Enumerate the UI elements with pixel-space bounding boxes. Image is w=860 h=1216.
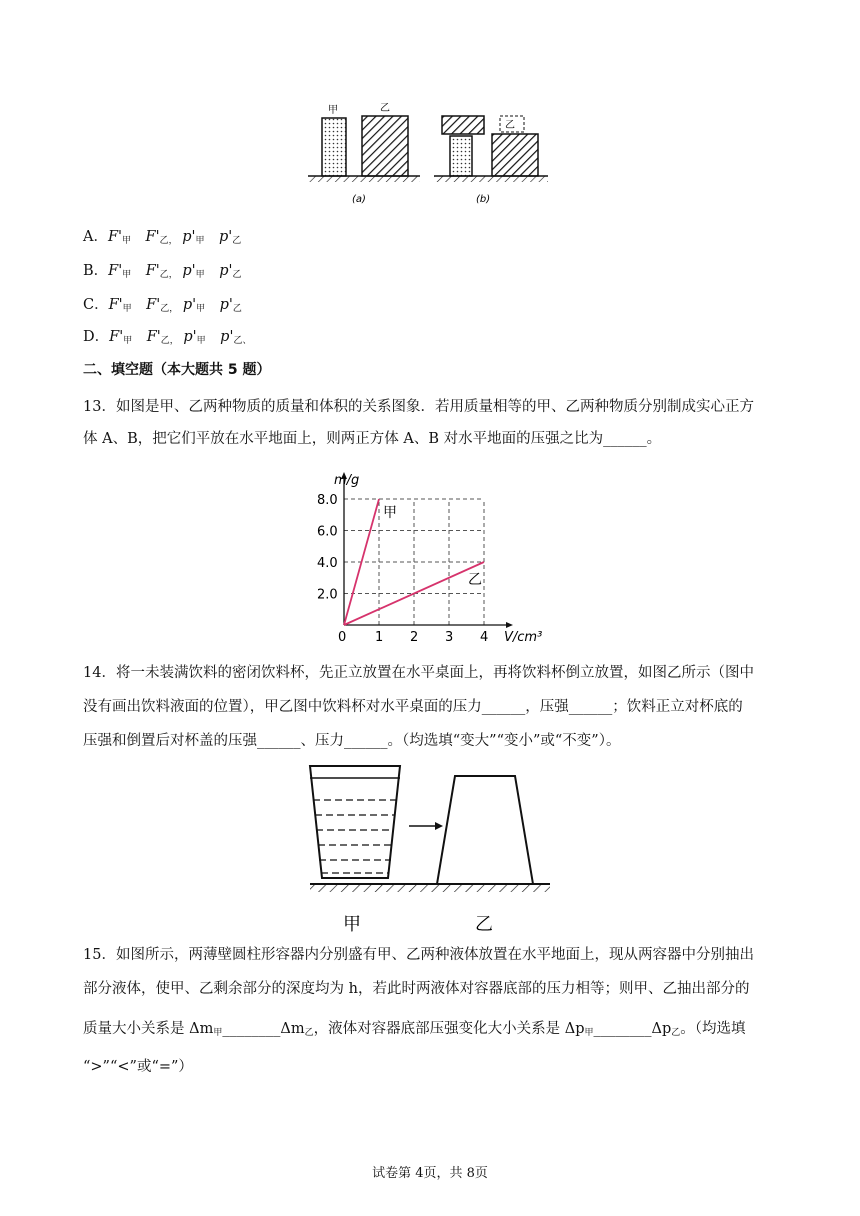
q15-line-4: “>”“<”或“=”）: [83, 1059, 193, 1075]
cut-piece-jia: [442, 116, 484, 134]
block-jia-b: [450, 136, 472, 176]
q13-line-2: 体 A、B，把它们平放在水平地面上，则两正方体 A、B 对水平地面的压强之比为______。: [83, 431, 662, 447]
q15-line-1: 15．如图所示，两薄壁圆柱形容器内分别盛有甲、乙两种液体放置在水平地面上，现从两容器中分别抽出: [83, 947, 754, 963]
x-tick-label: 2: [410, 630, 419, 645]
cup-inverted: [437, 776, 533, 884]
fig-label-jia: 甲: [343, 914, 361, 935]
label-yi-b: 乙: [505, 120, 515, 131]
cup-upright: [310, 766, 400, 878]
option-b: B．$F'_甲$ $F'_{乙,}$ $p'_甲$ $p'_乙$: [83, 263, 242, 280]
y-tick-label: 6.0: [317, 524, 338, 540]
page-footer: 试卷第 4页，共 8页: [372, 1166, 488, 1181]
x-axis-arrow: [506, 622, 513, 628]
label-jia-a: 甲: [328, 105, 338, 116]
q15-line-2: 部分液体，使甲、乙剩余部分的深度均为 h，若此时两液体对容器底部的压力相等；则甲、乙抽出部分的: [83, 981, 750, 997]
q14-line-1: 14．将一未装满饮料的密闭饮料杯，先正立放置在水平桌面上，再将饮料杯倒立放置，如图乙所示（图中: [83, 665, 754, 681]
q14-line-2: 没有画出饮料液面的位置），甲乙图中饮料杯对水平桌面的压力______，压强______；饮料正立对杯底的: [83, 699, 743, 715]
x-axis-label: V/cm³: [504, 630, 543, 645]
option-c: C．$F'_甲$ $F'_{乙,}$ $p'_甲$ $p'_乙$: [83, 297, 242, 314]
cup-figure: [305, 758, 555, 938]
label-b: (b): [476, 194, 491, 205]
x-tick-label: 4: [480, 630, 489, 645]
y-tick-label: 2.0: [317, 587, 338, 603]
y-axis-label: m/g: [334, 473, 360, 488]
section-title: 二、填空题（本大题共 5 题）: [83, 362, 271, 378]
x-tick-label: 1: [375, 630, 384, 645]
mass-volume-chart: [300, 460, 560, 645]
blocks-figure: [300, 98, 560, 210]
fig-label-yi: 乙: [475, 914, 493, 935]
x-tick-label: 0: [338, 630, 347, 645]
label-a: (a): [352, 194, 366, 205]
series-label-jia: 甲: [383, 505, 397, 521]
q14-line-3: 压强和倒置后对杯盖的压强______、压力______。（均选填“变大”“变小”或“不变”）。: [83, 733, 621, 749]
x-tick-label: 3: [445, 630, 454, 645]
label-yi-a: 乙: [380, 103, 390, 114]
y-tick-label: 8.0: [317, 493, 338, 508]
block-yi-a: [362, 116, 408, 176]
option-d: D．$F'_甲$ $F'_{乙,}$ $p'_甲$ $p'_{乙、}$: [83, 329, 252, 346]
option-a: A．$F'_甲$ $F'_{乙,}$ $p'_甲$ $p'_乙$: [83, 229, 242, 246]
block-yi-b: [492, 134, 538, 176]
q13-line-1: 13．如图是甲、乙两种物质的质量和体积的关系图象．若用质量相等的甲、乙两种物质分别制成实心正方: [83, 399, 754, 415]
block-jia-a: [322, 118, 346, 176]
series-label-yi: 乙: [468, 572, 482, 588]
y-tick-label: 4.0: [317, 556, 338, 571]
q15-line-3: 质量大小关系是 $\Delta m_甲\_\_\_\_\_\_\_\_\Delta m_乙$，液体对容器底部压强变化大小关系是 $\Delta p_甲\_\_\_\_\_\_\_\_\Delta p_乙$。（均选填: [83, 1021, 746, 1038]
